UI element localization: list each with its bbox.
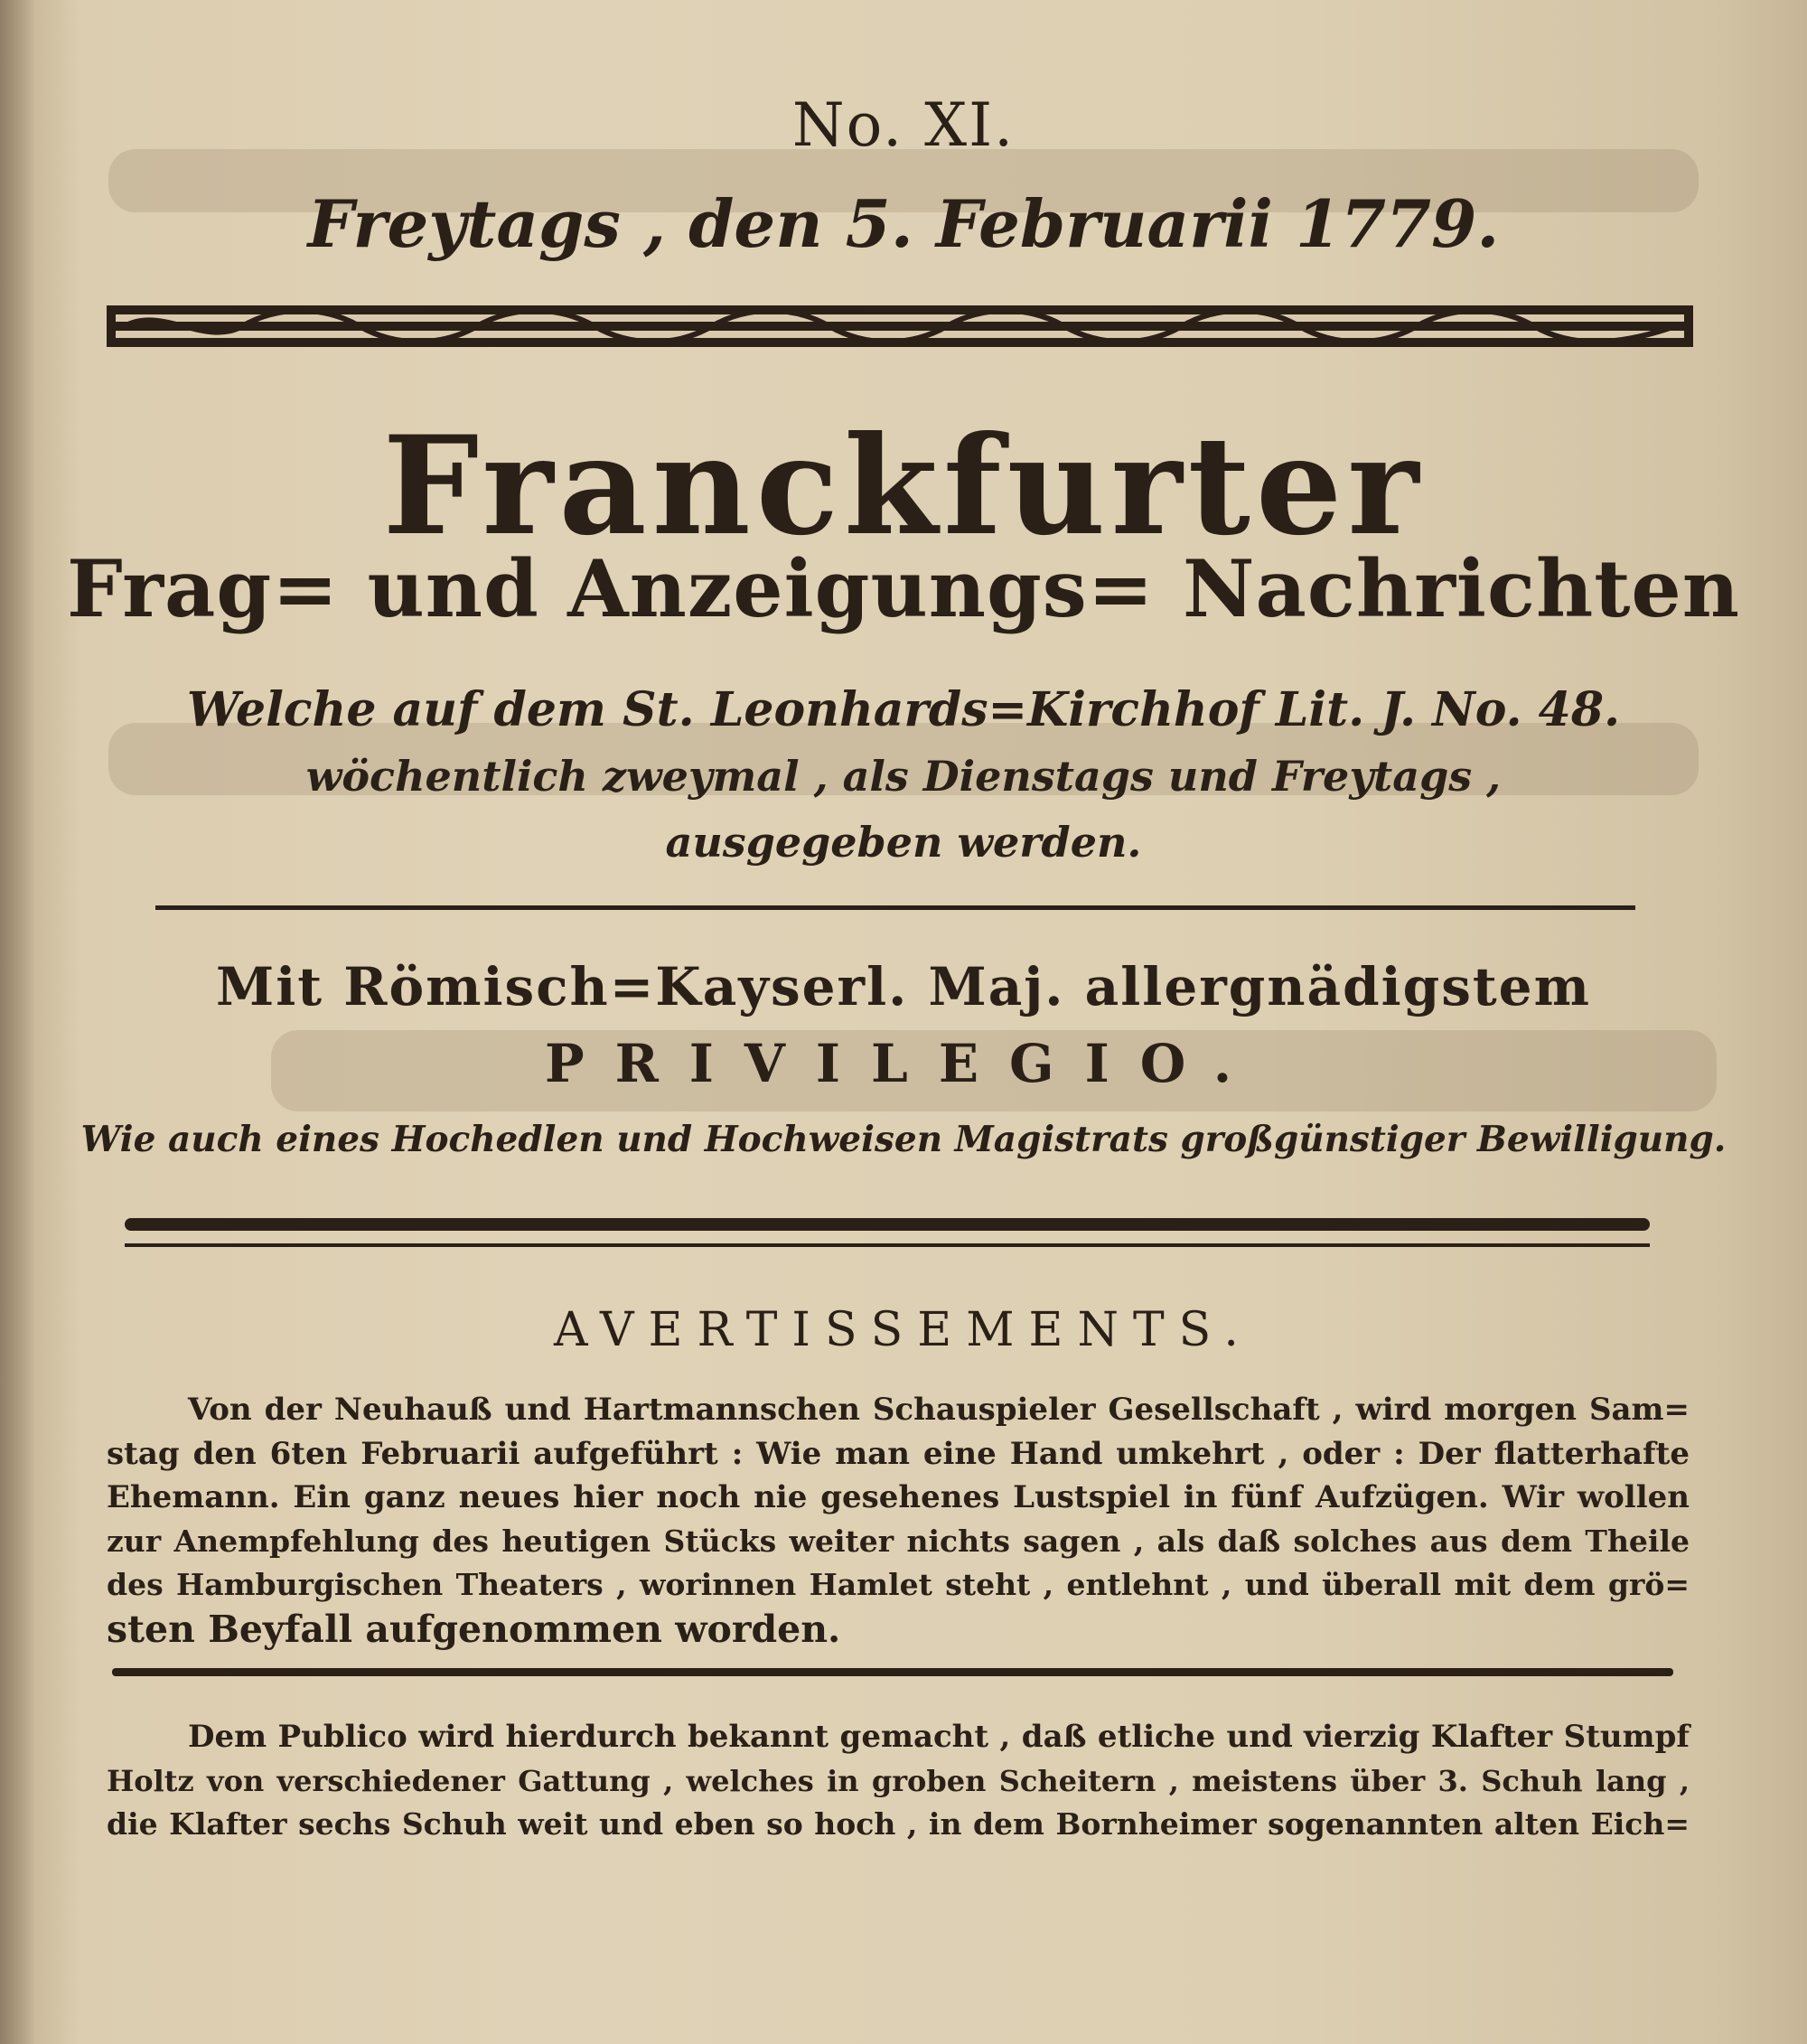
publication-address: Welche auf dem St. Leonhards=Kirchhof Lit. J. No. 48. xyxy=(186,682,1621,737)
issue-number: No. XI. xyxy=(791,90,1016,160)
ornamental-border xyxy=(107,305,1693,347)
privilege-heading: PRIVILEGIO. xyxy=(544,1033,1263,1094)
article-line: des Hamburgischen Theaters , worinnen Hamlet steht , entlehnt , und überall mit dem grö= xyxy=(107,1567,1690,1602)
article-theatre-notice xyxy=(107,1388,1690,1651)
section-heading: AVERTISSEMENTS. xyxy=(554,1303,1253,1357)
article-line: Holtz von verschiedener Gattung , welches in groben Scheitern , meistens über 3. Schuh lang , xyxy=(107,1763,1690,1798)
divider-rule xyxy=(125,1243,1650,1247)
article-line: Von der Neuhauß und Hartmannschen Schauspieler Gesellschaft , wird morgen Sam= xyxy=(188,1392,1690,1428)
article-line: Dem Publico wird hierdurch bekannt gemacht , daß etliche und vierzig Klafter Stumpf xyxy=(188,1719,1690,1755)
divider-rule xyxy=(155,905,1635,910)
article-line: sten Beyfall aufgenommen worden. xyxy=(107,1607,841,1651)
privilege-line: Mit Römisch=Kayserl. Maj. allergnädigstem xyxy=(216,956,1591,1017)
article-line: Ehemann. Ein ganz neues hier noch nie gesehenes Lustspiel in fünf Aufzügen. Wir wollen xyxy=(107,1479,1690,1515)
masthead-title: Franckfurter xyxy=(382,407,1425,566)
article-wood-notice xyxy=(107,1715,1690,1847)
article-line: die Klafter sechs Schuh weit und eben so hoch , in dem Bornheimer sogenannten alten Eich= xyxy=(107,1806,1690,1842)
heavy-divider-rule xyxy=(125,1218,1650,1231)
divider-rule xyxy=(112,1668,1673,1676)
publication-frequency: wöchentlich zweymal , als Dienstags und Freytags , xyxy=(305,752,1502,801)
masthead-subtitle: Frag= und Anzeigungs= Nachrichten xyxy=(66,542,1740,635)
article-line: stag den 6ten Februarii aufgeführt : Wie man eine Hand umkehrt , oder : Der flatterhafte xyxy=(107,1435,1690,1472)
article-line: zur Anempfehlung des heutigen Stücks weiter nichts sagen , als daß solches aus dem Theile xyxy=(107,1523,1690,1559)
issue-date: Freytags , den 5. Februarii 1779. xyxy=(307,185,1500,262)
publication-note: ausgegeben werden. xyxy=(665,818,1142,867)
book-spine xyxy=(0,0,34,2044)
magistrate-approval: Wie auch eines Hochedlen und Hochweisen Magistrats großgünstiger Bewilligung. xyxy=(80,1119,1727,1160)
